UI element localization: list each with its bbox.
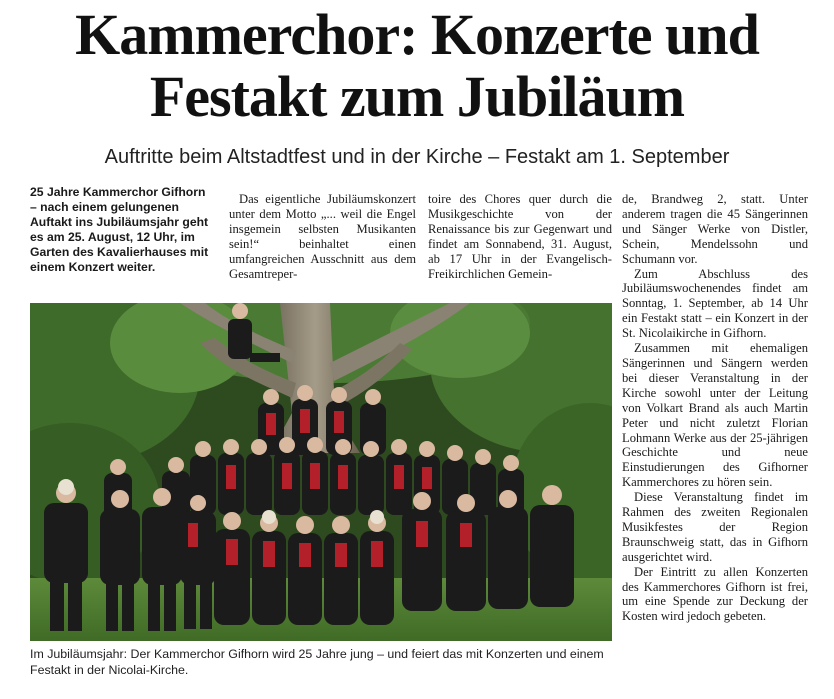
paragraph: Diese Veranstaltung findet im Rahmen des zweiten Regionalen Musikfestes der Region Braunschweig statt, das in Gifhorn ausgerichtet wird.: [622, 490, 808, 564]
choir-photo: [30, 303, 612, 641]
article-subheadline: Auftritte beim Altstadtfest und in der Kirche – Festakt am 1. September: [104, 146, 730, 168]
article-column-3: toire des Chores quer durch die Musikgeschichte von der Renaissance bis zur Gegenwart und findet am Sonnabend, 31. August, ab 17 Uhr in der Evangelisch-Freikirchlichen Gemein-: [428, 192, 612, 281]
paragraph: Der Eintritt zu allen Konzerten des Kammerchores Gifhorn ist frei, um eine Spende zur Deckung der Kosten wird jedoch gebeten.: [622, 564, 808, 624]
choir-photo-illustration: [30, 303, 612, 641]
headline-line-2: Festakt zum Jubiläum: [149, 64, 685, 129]
photo-caption: Im Jubiläumsjahr: Der Kammerchor Gifhorn wird 25 Jahre jung – und feiert das mit Konzerten und einem Festakt in der Nicolai-Kirche.: [30, 647, 604, 677]
article-column-2: Das eigentliche Jubiläumskonzert unter dem Motto „... weil die Engel insgemein selbsten Musikanten sein!“ beinhaltet einen umfangreichen Ausschnitt aus dem Gesamtreper-: [229, 192, 416, 281]
article-column-4: [622, 192, 808, 624]
paragraph: Zusammen mit ehemaligen Sängerinnen und Sängern werden bei dieser Veranstaltung in der Kirche sowohl unter der Leitung von Volkart Brand als auch Martin Peter und nicht zuletzt Florian Lohmann Werke aus der 25-jährigen Geschichte und neue Einstudierungen des Gifhorner Kammerchores zu hören sein.: [622, 341, 808, 490]
paragraph: de, Brandweg 2, statt. Unter anderem tragen die 45 Sängerinnen und Sänger Werke von Distler, Schein, Mendelssohn und Schumann vor.: [622, 192, 808, 266]
article-lead: 25 Jahre Kammerchor Gifhorn – nach einem gelungenen Auftakt ins Jubiläumsjahr geht es am 25. August, 12 Uhr, im Garten des Kavalierhauses mit einem Konzert weiter.: [30, 185, 209, 274]
article-headline: [0, 4, 834, 128]
headline-line-1: Kammerchor: Konzerte und: [75, 2, 759, 67]
paragraph: Zum Abschluss des Jubiläumswochenendes findet am Sonntag, 1. September, ab 14 Uhr ein Festakt statt – ein Konzert in der St. Nicolaikirche in Gifhorn.: [622, 266, 808, 341]
